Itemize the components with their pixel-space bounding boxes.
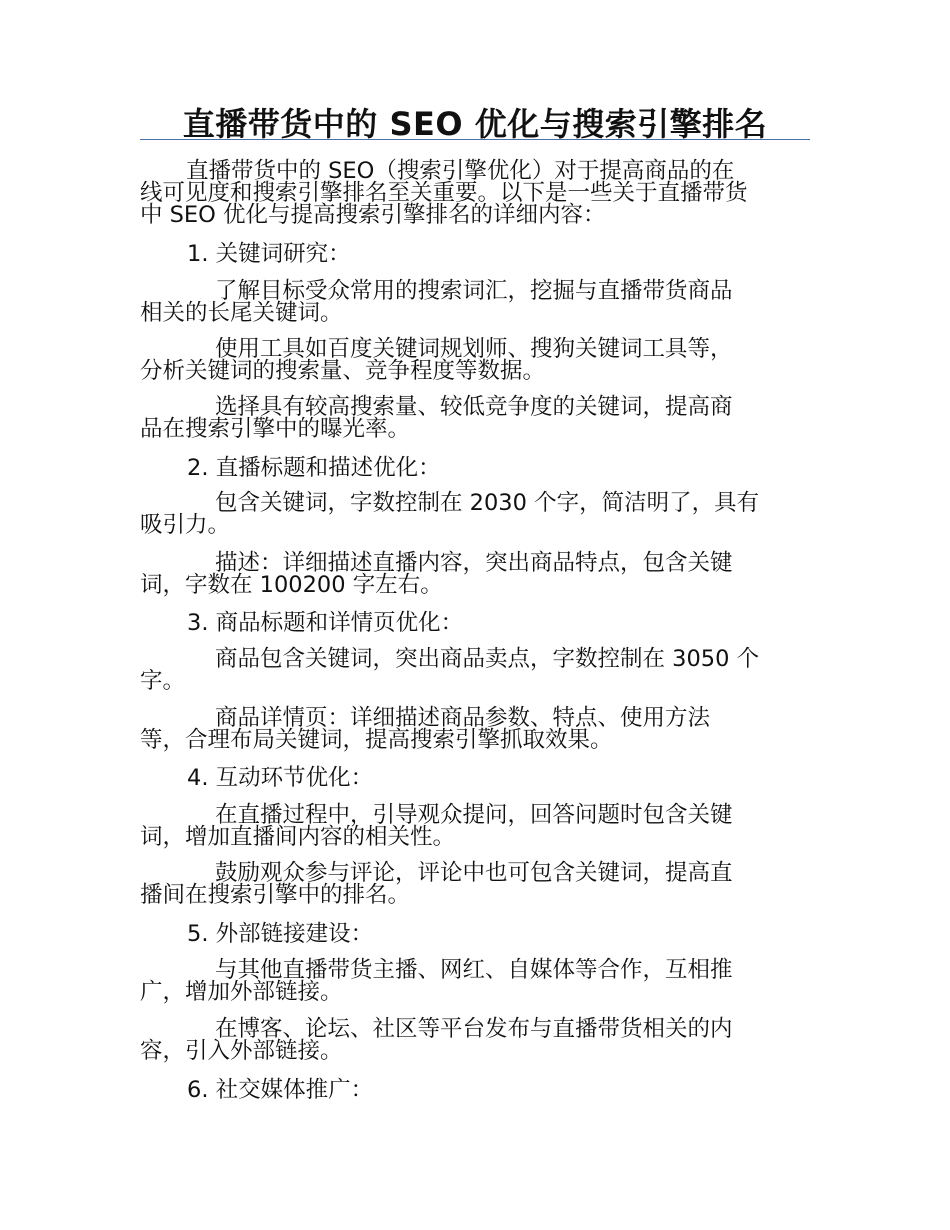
section-heading-5: 5. 外部链接建设： bbox=[187, 921, 374, 947]
paragraph bbox=[140, 804, 810, 848]
paragraph-line: 分析关键词的搜索量、竞争程度等数据。 bbox=[140, 358, 546, 384]
paragraph-line: 鼓励观众参与评论，评论中也可包含关键词，提高直 bbox=[215, 860, 733, 886]
paragraph bbox=[140, 707, 810, 751]
paragraph-line: 描述：详细描述直播内容，突出商品特点，包含关键 bbox=[215, 550, 733, 576]
section-heading-1: 1. 关键词研究： bbox=[187, 241, 351, 267]
paragraph-line: 使用工具如百度关键词规划师、搜狗关键词工具等， bbox=[215, 336, 733, 362]
intro-line-1: 直播带货中的 SEO（搜索引擎优化）对于提高商品的在 bbox=[186, 158, 735, 184]
paragraph bbox=[140, 1018, 810, 1062]
paragraph bbox=[140, 338, 810, 382]
paragraph bbox=[140, 862, 810, 906]
paragraph bbox=[140, 396, 810, 440]
paragraph bbox=[140, 492, 810, 536]
intro-line-2: 线可见度和搜索引擎排名至关重要。以下是一些关于直播带货 bbox=[140, 180, 748, 206]
section-heading-4: 4. 互动环节优化： bbox=[187, 765, 374, 791]
paragraph-line: 在直播过程中，引导观众提问，回答问题时包含关键 bbox=[215, 802, 733, 828]
paragraph-line: 商品详情页：详细描述商品参数、特点、使用方法 bbox=[215, 705, 711, 731]
paragraph-line: 等，合理布局关键词，提高搜索引擎抓取效果。 bbox=[140, 727, 613, 753]
paragraph-line: 了解目标受众常用的搜索词汇，挖掘与直播带货商品 bbox=[215, 278, 733, 304]
title-underline bbox=[140, 139, 810, 140]
intro-line-3: 中 SEO 优化与提高搜索引擎排名的详细内容： bbox=[140, 202, 606, 228]
paragraph bbox=[140, 959, 810, 1003]
section-heading-3: 3. 商品标题和详情页优化： bbox=[187, 610, 464, 636]
paragraph-line: 在博客、论坛、社区等平台发布与直播带货相关的内 bbox=[215, 1016, 733, 1042]
paragraph-line: 词，字数在 100200 字左右。 bbox=[140, 572, 443, 598]
paragraph-line: 容，引入外部链接。 bbox=[140, 1038, 343, 1064]
paragraph-line: 字。 bbox=[140, 668, 186, 694]
paragraph bbox=[140, 648, 810, 692]
paragraph-line: 相关的长尾关键词。 bbox=[140, 300, 343, 326]
paragraph-line: 广，增加外部链接。 bbox=[140, 979, 343, 1005]
paragraph-line: 品在搜索引擎中的曝光率。 bbox=[140, 416, 411, 442]
paragraph-line: 播间在搜索引擎中的排名。 bbox=[140, 882, 411, 908]
section-heading-2: 2. 直播标题和描述优化： bbox=[187, 455, 441, 481]
paragraph-line: 选择具有较高搜索量、较低竞争度的关键词，提高商 bbox=[215, 394, 733, 420]
document-title: 直播带货中的 SEO 优化与搜索引擎排名 bbox=[182, 105, 768, 143]
paragraph bbox=[140, 280, 810, 324]
section-heading-6: 6. 社交媒体推广： bbox=[187, 1077, 374, 1103]
intro-paragraph bbox=[140, 160, 810, 226]
paragraph-line: 包含关键词，字数控制在 2030 个字，简洁明了，具有 bbox=[215, 490, 760, 516]
paragraph bbox=[140, 552, 810, 596]
paragraph-line: 商品包含关键词，突出商品卖点，字数控制在 3050 个 bbox=[215, 646, 760, 672]
paragraph-line: 与其他直播带货主播、网红、自媒体等合作，互相推 bbox=[215, 957, 733, 983]
paragraph-line: 词，增加直播间内容的相关性。 bbox=[140, 824, 456, 850]
paragraph-line: 吸引力。 bbox=[140, 512, 231, 538]
